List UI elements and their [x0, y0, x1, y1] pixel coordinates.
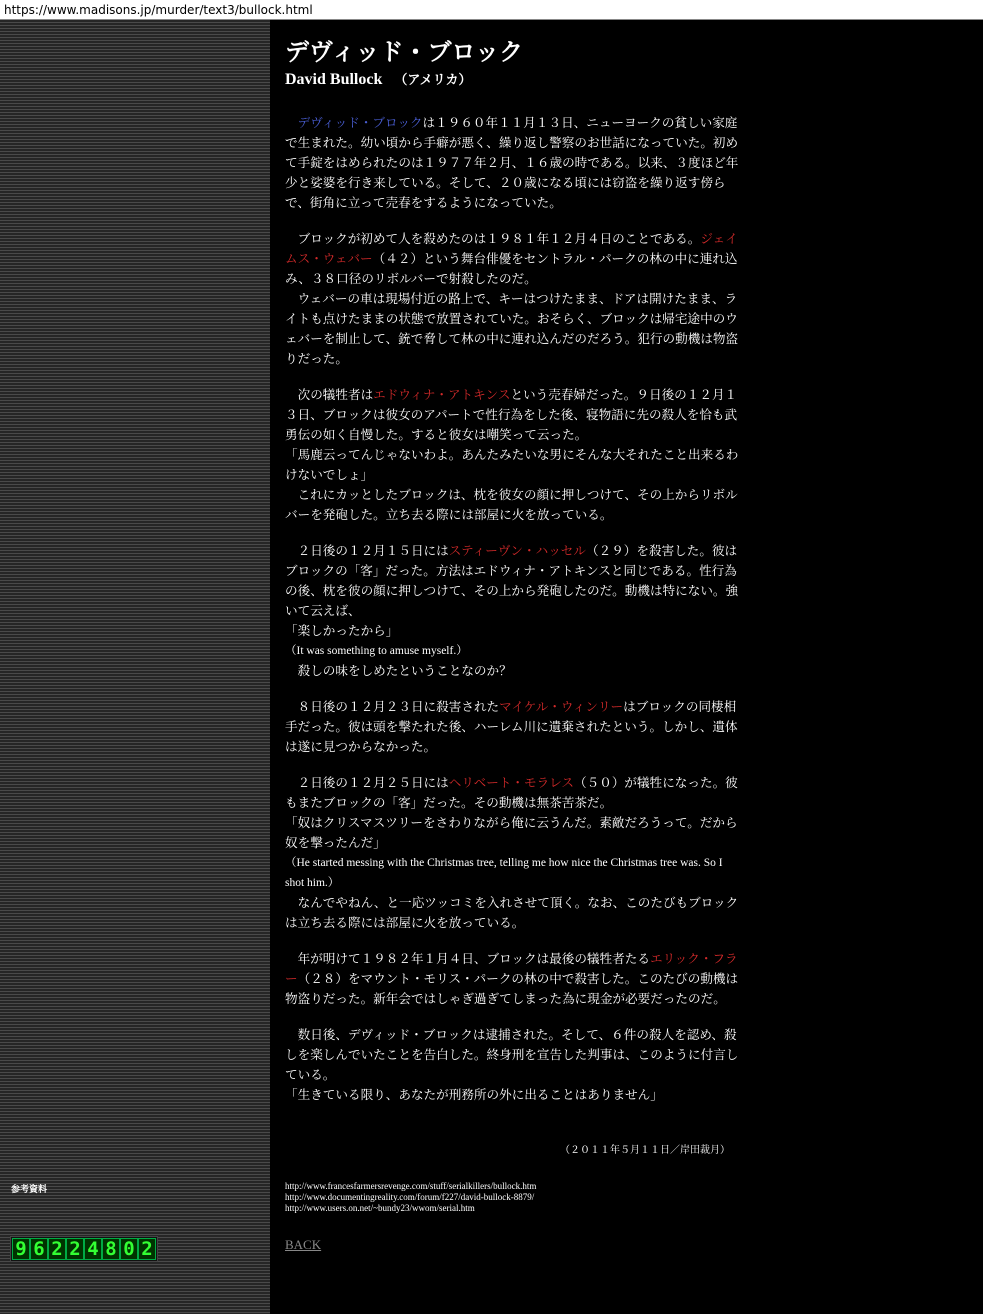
paragraph-text: （２８）をマウント・モリス・パークの林の中で殺害した。このたびの動機は物盗りだった。新年会ではしゃぎ過ぎてしまった為に現金が必要だったのだ。 [285, 971, 739, 1006]
paragraph-4 [285, 541, 742, 681]
paragraph-3 [285, 385, 742, 525]
paragraph-text: これにカッとしたブロックは、枕を彼女の顔に押しつけて、その上からリボルバーを発砲した。立ち去る際には部屋に火を放っている。 [285, 487, 738, 522]
quote: 「奴はクリスマスツリーをさわりながら俺に云うんだ。素敵だろうって。だから奴を撃ったんだ」 [285, 815, 738, 850]
victim-name: ヘリベート・モラレス [448, 775, 575, 790]
references-label: 参考資料 [11, 1185, 48, 1195]
paragraph-text: ２日後の１２月１５日には [285, 543, 449, 558]
main-content [270, 20, 983, 1314]
counter-digit: 2 [66, 1238, 84, 1260]
paragraph-text: ウェバーの車は現場付近の路上で、キーはつけたまま、ドアは開けたまま、ライトも点けたままの状態で放置されていた。おそらく、ブロックは帰宅途中のウェバーを制止して、銃で脅して林の中に連れ込んだのだろう。犯行の動機は物盗りだった。 [285, 291, 739, 366]
paragraph-text: ブロックが初めて人を殺めたのは１９８１年１２月４日のことである。 [285, 231, 701, 246]
address-bar[interactable] [0, 0, 983, 20]
paragraph-1 [285, 113, 742, 213]
paragraph-text: なんでやねん、と一応ツッコミを入れさせて頂く。なお、このたびもブロックは立ち去る際には部屋に火を放っている。 [285, 895, 739, 930]
country: （アメリカ） [394, 73, 472, 88]
reference-link[interactable]: http://www.francesfarmersrevenge.com/stuff/serialkillers/bullock.htm [285, 1181, 537, 1191]
url-text: https://www.madisons.jp/murder/text3/bullock.html [4, 3, 313, 17]
paragraph-text: ２日後の１２月２５日には [285, 775, 449, 790]
paragraph-8 [285, 1025, 742, 1105]
indent [285, 115, 298, 130]
reference-list [285, 1181, 536, 1214]
paragraph-5 [285, 697, 742, 757]
article-body [285, 113, 742, 1121]
victim-name: エドウィナ・アトキンス [373, 387, 511, 402]
counter-digit: 8 [102, 1238, 120, 1260]
paragraph-text: という売春婦だった。９日後の１２月１３日、ブロックは彼女のアパートで性行為をした後、寝物語に先の殺人を恰も武勇伝の如く自慢した。すると彼女は嘲笑って云った。 [285, 387, 738, 442]
page-title: デヴィッド・ブロック [285, 38, 524, 66]
counter-digit: 9 [12, 1238, 30, 1260]
author-credit: （２０１１年５月１１日／岸田裁月） [560, 1145, 730, 1156]
english-quote: （He started messing with the Christmas tree, telling me how nice the Christmas tree was. So I shot him.） [285, 857, 723, 889]
paragraph-text: （４２）という舞台俳優をセントラル・パークの林の中に連れ込み、３８口径のリボルバーで射殺したのだ。 [285, 251, 738, 286]
paragraph-text: はブロックの同棲相手だった。彼は頭を撃たれた後、ハーレム川に遺棄されたという。しかし、遺体は遂に見つからなかった。 [285, 699, 738, 754]
paragraph-text: 年が明けて１９８２年１月４日、ブロックは最後の犠牲者たる [285, 951, 650, 966]
victim-name: エリック・フラー [285, 951, 738, 986]
counter-digit: 0 [120, 1238, 138, 1260]
back-link[interactable]: BACK [285, 1237, 322, 1252]
english-name: David Bullock [285, 71, 383, 88]
paragraph-text: は１９６０年１１月１３日、ニューヨークの貧しい家庭で生まれた。幼い頃から手癖が悪く、繰り返し警察のお世話になっていた。初めて手錠をはめられたのは１９７７年２月、１６歳の時である。以来、３度ほど年少と娑婆を行き来している。そして、２０歳になる頃には窃盗を繰り返す傍らで、街角に立って売春をするようになっていた。 [285, 115, 739, 210]
quote: 「生きている限り、あなたが刑務所の外に出ることはありません」 [285, 1087, 663, 1102]
victim-name: スティーヴン・ハッセル [448, 543, 586, 558]
reference-link[interactable]: http://www.documentingreality.com/forum/f227/david-bullock-8879/ [285, 1192, 535, 1202]
paragraph-text: 殺しの味をしめたということなのか？ [285, 663, 512, 678]
victim-name: マイケル・ウィンリー [499, 699, 624, 714]
counter-digit: 2 [48, 1238, 66, 1260]
counter-digit: 4 [84, 1238, 102, 1260]
victim-name: ジェイムス・ウェバー [285, 231, 738, 266]
counter-digit: 6 [30, 1238, 48, 1260]
paragraph-text: ８日後の１２月２３日に殺害された [285, 699, 500, 714]
paragraph-text: （５０）が犠牲になった。彼もまたブロックの「客」だった。その動機は無茶苦茶だ。 [285, 775, 738, 810]
quote: 「楽しかったから」 [285, 623, 399, 638]
reference-link[interactable]: http://www.users.on.net/~bundy23/wwom/serial.htm [285, 1203, 475, 1213]
quote: 「馬鹿云ってんじゃないわよ。あんたみたいな男にそんな大それたこと出来るわけないでしょ」 [285, 447, 739, 482]
paragraph-7 [285, 949, 742, 1009]
sidebar [0, 20, 270, 1314]
paragraph-text: 次の犠牲者は [285, 387, 374, 402]
paragraph-6 [285, 773, 742, 933]
visitor-counter [10, 1236, 158, 1262]
paragraph-2 [285, 229, 742, 369]
paragraph-text: 数日後、デヴィッド・ブロックは逮捕された。そして、６件の殺人を認め、殺しを楽しんでいたことを告白した。終身刑を宣告した判事は、このように付言している。 [285, 1027, 739, 1082]
counter-digit: 2 [138, 1238, 156, 1260]
subject-name: デヴィッド・ブロック [297, 115, 423, 130]
english-name-heading [285, 69, 471, 89]
english-quote: （It was something to amuse myself.） [285, 645, 468, 657]
paragraph-text: （２９）を殺害した。彼はブロックの「客」だった。方法はエドウィナ・アトキンスと同じである。性行為の後、枕を彼の顔に押しつけて、その上から発砲したのだ。動機は特にない。強いて云えば、 [285, 543, 739, 618]
